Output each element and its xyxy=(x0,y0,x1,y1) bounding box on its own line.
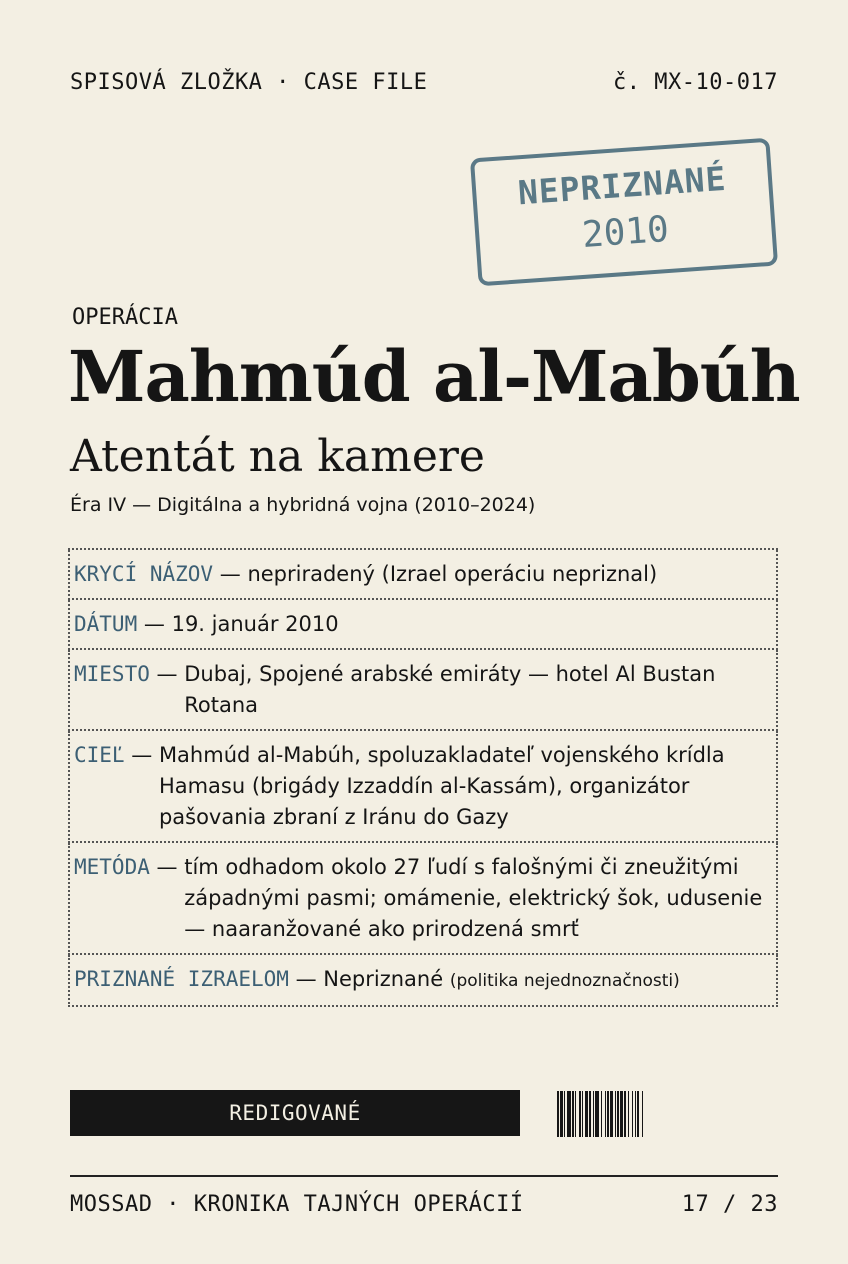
barcode-bar xyxy=(593,1091,594,1137)
fact-row-cover-name: KRYCÍ NÁZOV — nepriradený (Izrael operáciu nepriznal) xyxy=(68,550,778,600)
fact-key: CIEĽ xyxy=(74,743,125,767)
barcode-bar xyxy=(595,1091,599,1137)
case-number: č. MX-10-017 xyxy=(613,70,778,95)
case-file-label: SPISOVÁ ZLOŽKA · CASE FILE xyxy=(70,70,428,95)
barcode-bar xyxy=(575,1091,576,1137)
case-file-header xyxy=(70,70,778,95)
fact-key: METÓDA xyxy=(74,855,150,879)
redacted-bar: REDIGOVANÉ xyxy=(70,1090,520,1136)
barcode-bar xyxy=(607,1091,609,1137)
barcode-bar xyxy=(637,1091,639,1137)
fact-key: KRYCÍ NÁZOV xyxy=(74,562,214,586)
barcode-bar xyxy=(567,1091,571,1137)
barcode-bar xyxy=(620,1091,623,1137)
barcode-bar xyxy=(615,1091,616,1137)
barcode-bar xyxy=(617,1091,619,1137)
unacknowledged-stamp xyxy=(470,138,778,287)
fact-value: 19. január 2010 xyxy=(171,612,339,636)
barcode-bar xyxy=(628,1091,629,1137)
fact-note: (politika nejednoznačnosti) xyxy=(449,971,680,991)
fact-row-acknowledged: PRIZNANÉ IZRAELOM — Nepriznané (politika nejednoznačnosti) xyxy=(68,955,778,1007)
barcode-bar xyxy=(632,1091,633,1137)
fact-key: DÁTUM xyxy=(74,612,138,636)
barcode-bar xyxy=(605,1091,606,1137)
barcode-bar xyxy=(557,1091,559,1137)
barcode-bar xyxy=(589,1091,591,1137)
stamp-text: NEPRIZNANÉ xyxy=(516,158,728,213)
barcode-bar xyxy=(582,1091,583,1137)
barcode-bar xyxy=(610,1091,613,1137)
fact-value: tím odhadom okolo 27 ľudí s falošnými či zneužitými západnými pasmi; omámenie, elektrický šok, udusenie — naaranžované ako prirodzená smrť xyxy=(184,855,763,941)
fact-row-target: CIEĽ — Mahmúd al-Mabúh, spoluzakladateľ vojenského krídla Hamasu (brigády Izzaddín al-Kassám), organizátor pašovania zbraní z Iránu do Gazy xyxy=(68,731,778,843)
barcode-bar xyxy=(579,1091,581,1137)
fact-row-method: METÓDA — tím odhadom okolo 27 ľudí s falošnými či zneužitými západnými pasmi; omámenie, elektrický šok, udusenie — naaranžované ako prirodzená smrť xyxy=(68,843,778,955)
barcode-bar xyxy=(564,1091,565,1137)
fact-value: Dubaj, Spojené arabské emiráty — hotel Al Bustan Rotana xyxy=(184,662,716,717)
barcode-bar xyxy=(642,1091,643,1137)
barcode-bar xyxy=(560,1091,563,1137)
fact-value: nepriradený (Izrael operáciu nepriznal) xyxy=(247,562,658,586)
barcode-bar xyxy=(572,1091,574,1137)
fact-row-location: MIESTO — Dubaj, Spojené arabské emiráty — hotel Al Bustan Rotana xyxy=(68,650,778,731)
footer xyxy=(70,1192,778,1217)
stamp-year: 2010 xyxy=(580,208,671,256)
fact-key: MIESTO xyxy=(74,662,150,686)
page-number: 17 / 23 xyxy=(681,1192,778,1217)
barcode-icon xyxy=(557,1091,778,1137)
footer-divider xyxy=(70,1175,778,1177)
page-title: Mahmúd al-Mabúh xyxy=(68,335,800,418)
facts-table xyxy=(68,548,778,1007)
barcode-bar xyxy=(585,1091,588,1137)
fact-value: Mahmúd al-Mabúh, spoluzakladateľ vojenského krídla Hamasu (brigády Izzaddín al-Kassám), organizátor pašovania zbraní z Iránu do Gazy xyxy=(158,743,725,829)
page-subtitle: Atentát na kamere xyxy=(70,431,485,482)
fact-row-date: DÁTUM — 19. január 2010 xyxy=(68,600,778,650)
era-line: Éra IV — Digitálna a hybridná vojna (2010–2024) xyxy=(70,494,536,516)
operation-label: OPERÁCIA xyxy=(72,305,178,330)
footer-series: MOSSAD · KRONIKA TAJNÝCH OPERÁCIÍ xyxy=(70,1192,524,1217)
barcode-bar xyxy=(624,1091,626,1137)
barcode-bar xyxy=(601,1091,602,1137)
barcode-bar xyxy=(635,1091,636,1137)
fact-value: Nepriznané (politika nejednoznačnosti) xyxy=(323,967,680,991)
fact-key: PRIZNANÉ IZRAELOM xyxy=(74,967,289,991)
